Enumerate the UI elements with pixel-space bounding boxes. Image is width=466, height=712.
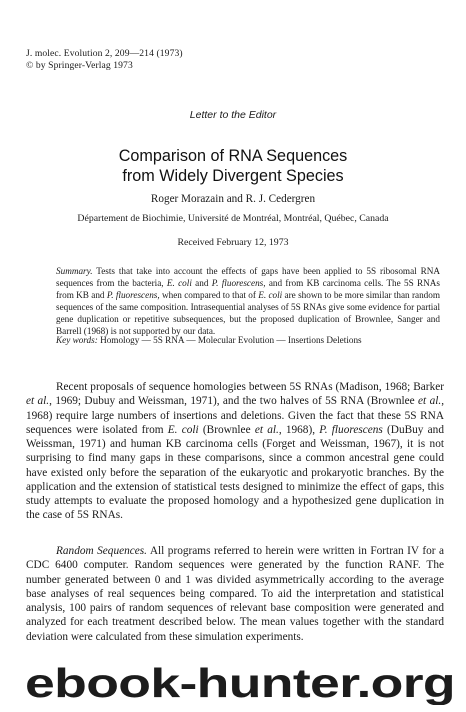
species-name: P. fluorescens — [319, 423, 383, 436]
et-al: et al. — [254, 423, 279, 436]
summary-text: and from KB carcinoma cells. The 5S RNAs from KB and — [56, 277, 441, 300]
keywords-label: Key words: — [56, 335, 98, 345]
subsection-heading: Random Sequences. — [56, 545, 148, 557]
species-name: E. coli — [166, 277, 192, 288]
body-text: (Brownlee — [198, 423, 255, 436]
affiliation: Département de Biochimie, Université de Montréal, Montréal, Québec, Canada — [77, 213, 389, 224]
body-text: (DuBuy and Weissman, 1971) and human KB carcinoma cells (Forget and Weissman, 1967), it is not surprising to find many gaps in these comparisons, since a common ancestral gene could have existed only before the separation of the eukaryotic and prokaryotic branches. By the application and the extension of statistical tests designed to minimize the effect of gaps, this study attempts to evaluate the proposed homology and a hypothesized gene duplication in the case of 5S RNAs. — [26, 423, 444, 522]
title-line-1: Comparison of RNA Sequences — [118, 147, 348, 165]
body-text: , 1968) require large numbers of insertions and deletions. Given the fact that these 5S RNA sequences were isolated from — [26, 395, 445, 436]
body-paragraph-random-sequences — [26, 544, 444, 644]
journal-copyright: © by Springer-Verlag 1973 — [26, 60, 133, 71]
watermark-text-graphic — [20, 661, 460, 705]
received-date: Received February 12, 1973 — [177, 237, 289, 248]
keywords-text: Homology — 5S RNA — Molecular Evolution — Insertions Deletions — [97, 335, 362, 345]
species-name: E. coli — [258, 289, 283, 300]
species-name: E. coli — [167, 423, 199, 436]
body-paragraph-introduction — [26, 380, 444, 523]
summary-text: are shown to be more similar than random sequences of the same composition. Intrasequential analyses of 5S RNAs give some evidence for partial gene duplication or repetitive subsequences, but the proposed duplication of Brownlee, Sanger and Barrell (1968) is not supported by our data. — [56, 289, 441, 336]
article-title — [0, 146, 466, 186]
watermark-text: ebook-hunter.org — [25, 661, 455, 705]
summary-label: Summary. — [56, 266, 93, 276]
et-al: et al. — [26, 395, 50, 408]
body-text: , 1968), — [278, 423, 320, 436]
species-name: P. fluorescens, — [211, 277, 266, 288]
journal-citation: J. molec. Evolution 2, 209—214 (1973) — [26, 48, 183, 59]
summary-abstract — [56, 266, 440, 337]
body-text: , 1969; Dubuy and Weissman, 1971), and the two halves of 5S RNA (Brownlee — [49, 395, 419, 408]
species-name: P. fluorescens, — [106, 289, 160, 300]
body-text: Recent proposals of sequence homologies between 5S RNAs (Madison, 1968; Barker — [56, 381, 444, 393]
title-line-2: from Widely Divergent Species — [122, 167, 344, 185]
summary-text: when compared to that of — [159, 289, 259, 300]
authors: Roger Morazain and R. J. Cedergren — [150, 193, 316, 205]
section-label: Letter to the Editor — [189, 109, 277, 121]
body-text: All programs referred to herein were written in Fortran IV for a CDC 6400 computer. Random sequences were generated by the function RANF. The number generated between 0 and 1 was divided asymmetrically according to the average base analyses of real sequences being compared. To aid the interpretation and statistical analysis, 100 pairs of random sequences of relevant base composition were generated and analyzed for each treatment described below. The mean values together with the standard deviation were calculated from these simulation experiments. — [26, 545, 444, 643]
keywords — [56, 334, 440, 346]
watermark-logo — [20, 661, 460, 705]
journal-header — [26, 48, 183, 72]
summary-text: and — [191, 277, 212, 288]
et-al: et al. — [418, 395, 442, 408]
summary-text: Tests that take into account the effects of gaps have been applied to 5S ribosomal RNA sequences from the bacteria, — [56, 266, 440, 288]
